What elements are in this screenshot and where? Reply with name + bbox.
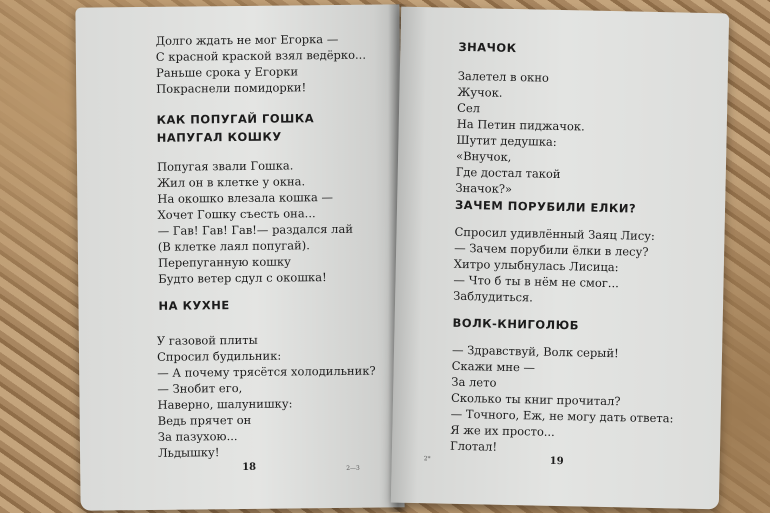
poem-line: Ведь прячет он	[157, 412, 252, 428]
poem-line: На окошко влезала кошка —	[157, 190, 334, 206]
poem-line: — Здравствуй, Волк серый!	[451, 342, 619, 361]
poem-line: Залетел в окно	[457, 68, 550, 85]
poem-line: Жучок.	[457, 84, 503, 100]
poem-line: Льдышку!	[157, 445, 220, 460]
poem-line: — Что б ты в нём не смог...	[453, 272, 620, 291]
poem-line: — Точного, Еж, не могу дать ответа:	[450, 406, 674, 426]
left-poem-2	[157, 157, 354, 287]
right-poem-1-title: ЗНАЧОК	[458, 39, 517, 56]
poem-line: Я же их просто...	[450, 422, 555, 439]
left-poem-3-title: НА КУХНЕ	[158, 298, 230, 313]
poem-line: Где достал такой	[455, 164, 561, 181]
right-poem-3	[450, 342, 675, 459]
poem-line: Наверно, шалунишку:	[157, 396, 293, 412]
poem-line: Глотал!	[449, 438, 498, 454]
poem-line: — Зачем порубили ёлки в лесу?	[454, 240, 649, 259]
right-poem-2	[453, 224, 655, 308]
title-line: НАПУГАЛ КОШКУ	[156, 129, 282, 145]
poem-line: Перепуганную кошку	[157, 254, 291, 270]
right-poem-2-title: ЗАЧЕМ ПОРУБИЛИ ЕЛКИ?	[454, 197, 637, 216]
left-poem-1	[156, 31, 367, 97]
poem-line: За пазухою...	[157, 429, 238, 444]
left-page-number: 18	[242, 461, 257, 473]
left-poem-2-title	[156, 109, 314, 147]
poem-line: Раньше срока у Егорки	[155, 64, 299, 80]
left-page	[75, 4, 404, 510]
poem-line: — Гав! Гав! Гав!— раздался лай	[157, 221, 354, 238]
poem-line: Хитро улыбнулась Лисица:	[453, 256, 619, 275]
poem-line: — Знобит его,	[157, 380, 243, 396]
poem-line: Сел	[456, 100, 481, 116]
left-poem-3	[157, 331, 377, 461]
poem-line: Спросил удивлённый Заяц Лису:	[454, 224, 656, 243]
right-page	[391, 7, 729, 510]
right-poem-3-title: ВОЛК-КНИГОЛЮБ	[452, 315, 580, 333]
poem-line: «Внучок,	[455, 148, 512, 164]
poem-line: (В клетке лаял попугай).	[157, 238, 310, 254]
poem-line: Спросил будильник:	[156, 348, 282, 364]
poem-line: Покраснели помидорки!	[156, 80, 307, 96]
poem-line: На Петин пиджачок.	[456, 116, 585, 134]
poem-line: Хочет Гошку съесть она...	[157, 206, 316, 222]
poem-line: Жил он в клетке у окна.	[157, 174, 306, 190]
poem-line: — А почему трясётся холодильник?	[157, 363, 376, 380]
poem-line: Заблудиться.	[453, 288, 534, 305]
poem-line: Попугая звали Гошка.	[156, 158, 294, 174]
right-signature-mark: 2*	[423, 455, 431, 463]
poem-line: Долго ждать не мог Егорка —	[155, 31, 339, 48]
poem-line: У газовой плиты	[156, 332, 258, 348]
right-poem-1	[455, 68, 586, 199]
right-page-number: 19	[549, 455, 564, 468]
poem-line: За лето	[451, 374, 497, 390]
poem-line: Значок?»	[455, 180, 513, 196]
left-signature-mark: 2—3	[346, 464, 360, 472]
title-line: КАК ПОПУГАЙ ГОШКА	[156, 111, 315, 127]
poem-line: Скажи мне —	[451, 358, 536, 375]
poem-line: Шутит дедушка:	[456, 132, 557, 149]
poem-line: С красной краской взял ведёрко...	[155, 47, 367, 64]
poem-line: Будто ветер сдул с окошка!	[158, 270, 327, 286]
poem-line: Сколько ты книг прочитал?	[450, 390, 621, 409]
